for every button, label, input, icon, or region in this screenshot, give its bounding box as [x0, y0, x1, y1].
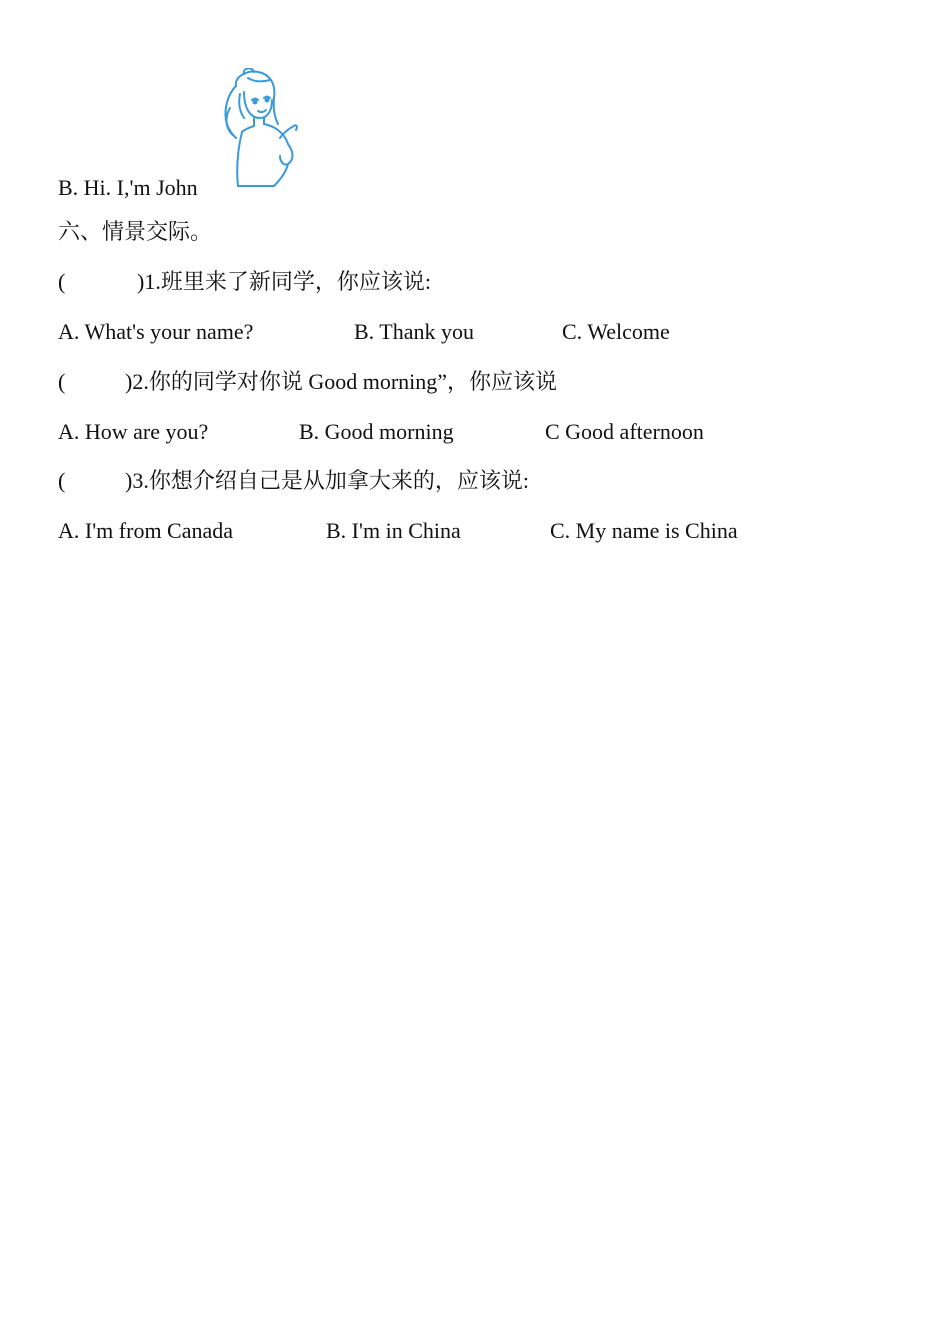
answer-paren-open: ( [58, 369, 66, 394]
section-title: 六、情景交际。 [58, 219, 213, 244]
option-a: A. I'm from Canada [58, 518, 234, 543]
question-text: )1.班里来了新同学，你应该说: [137, 269, 431, 294]
girl-illustration-icon [214, 68, 306, 190]
option-a: A. How are you? [58, 419, 209, 444]
option-c: C Good afternoon [545, 419, 704, 444]
option-b: B. Good morning [299, 419, 454, 444]
question-text: )2.你的同学对你说 Good morning”，你应该说 [125, 369, 558, 394]
question-text: )3.你想介绍自己是从加拿大来的，应该说: [125, 468, 529, 493]
option-c: C. My name is China [550, 518, 738, 543]
previous-option-b: B. Hi. I,'m John [58, 175, 198, 200]
option-a: A. What's your name? [58, 319, 254, 344]
answer-paren-open: ( [58, 269, 66, 294]
option-c: C. Welcome [562, 319, 670, 344]
option-b: B. I'm in China [326, 518, 461, 543]
answer-paren-open: ( [58, 468, 66, 493]
option-b: B. Thank you [354, 319, 474, 344]
